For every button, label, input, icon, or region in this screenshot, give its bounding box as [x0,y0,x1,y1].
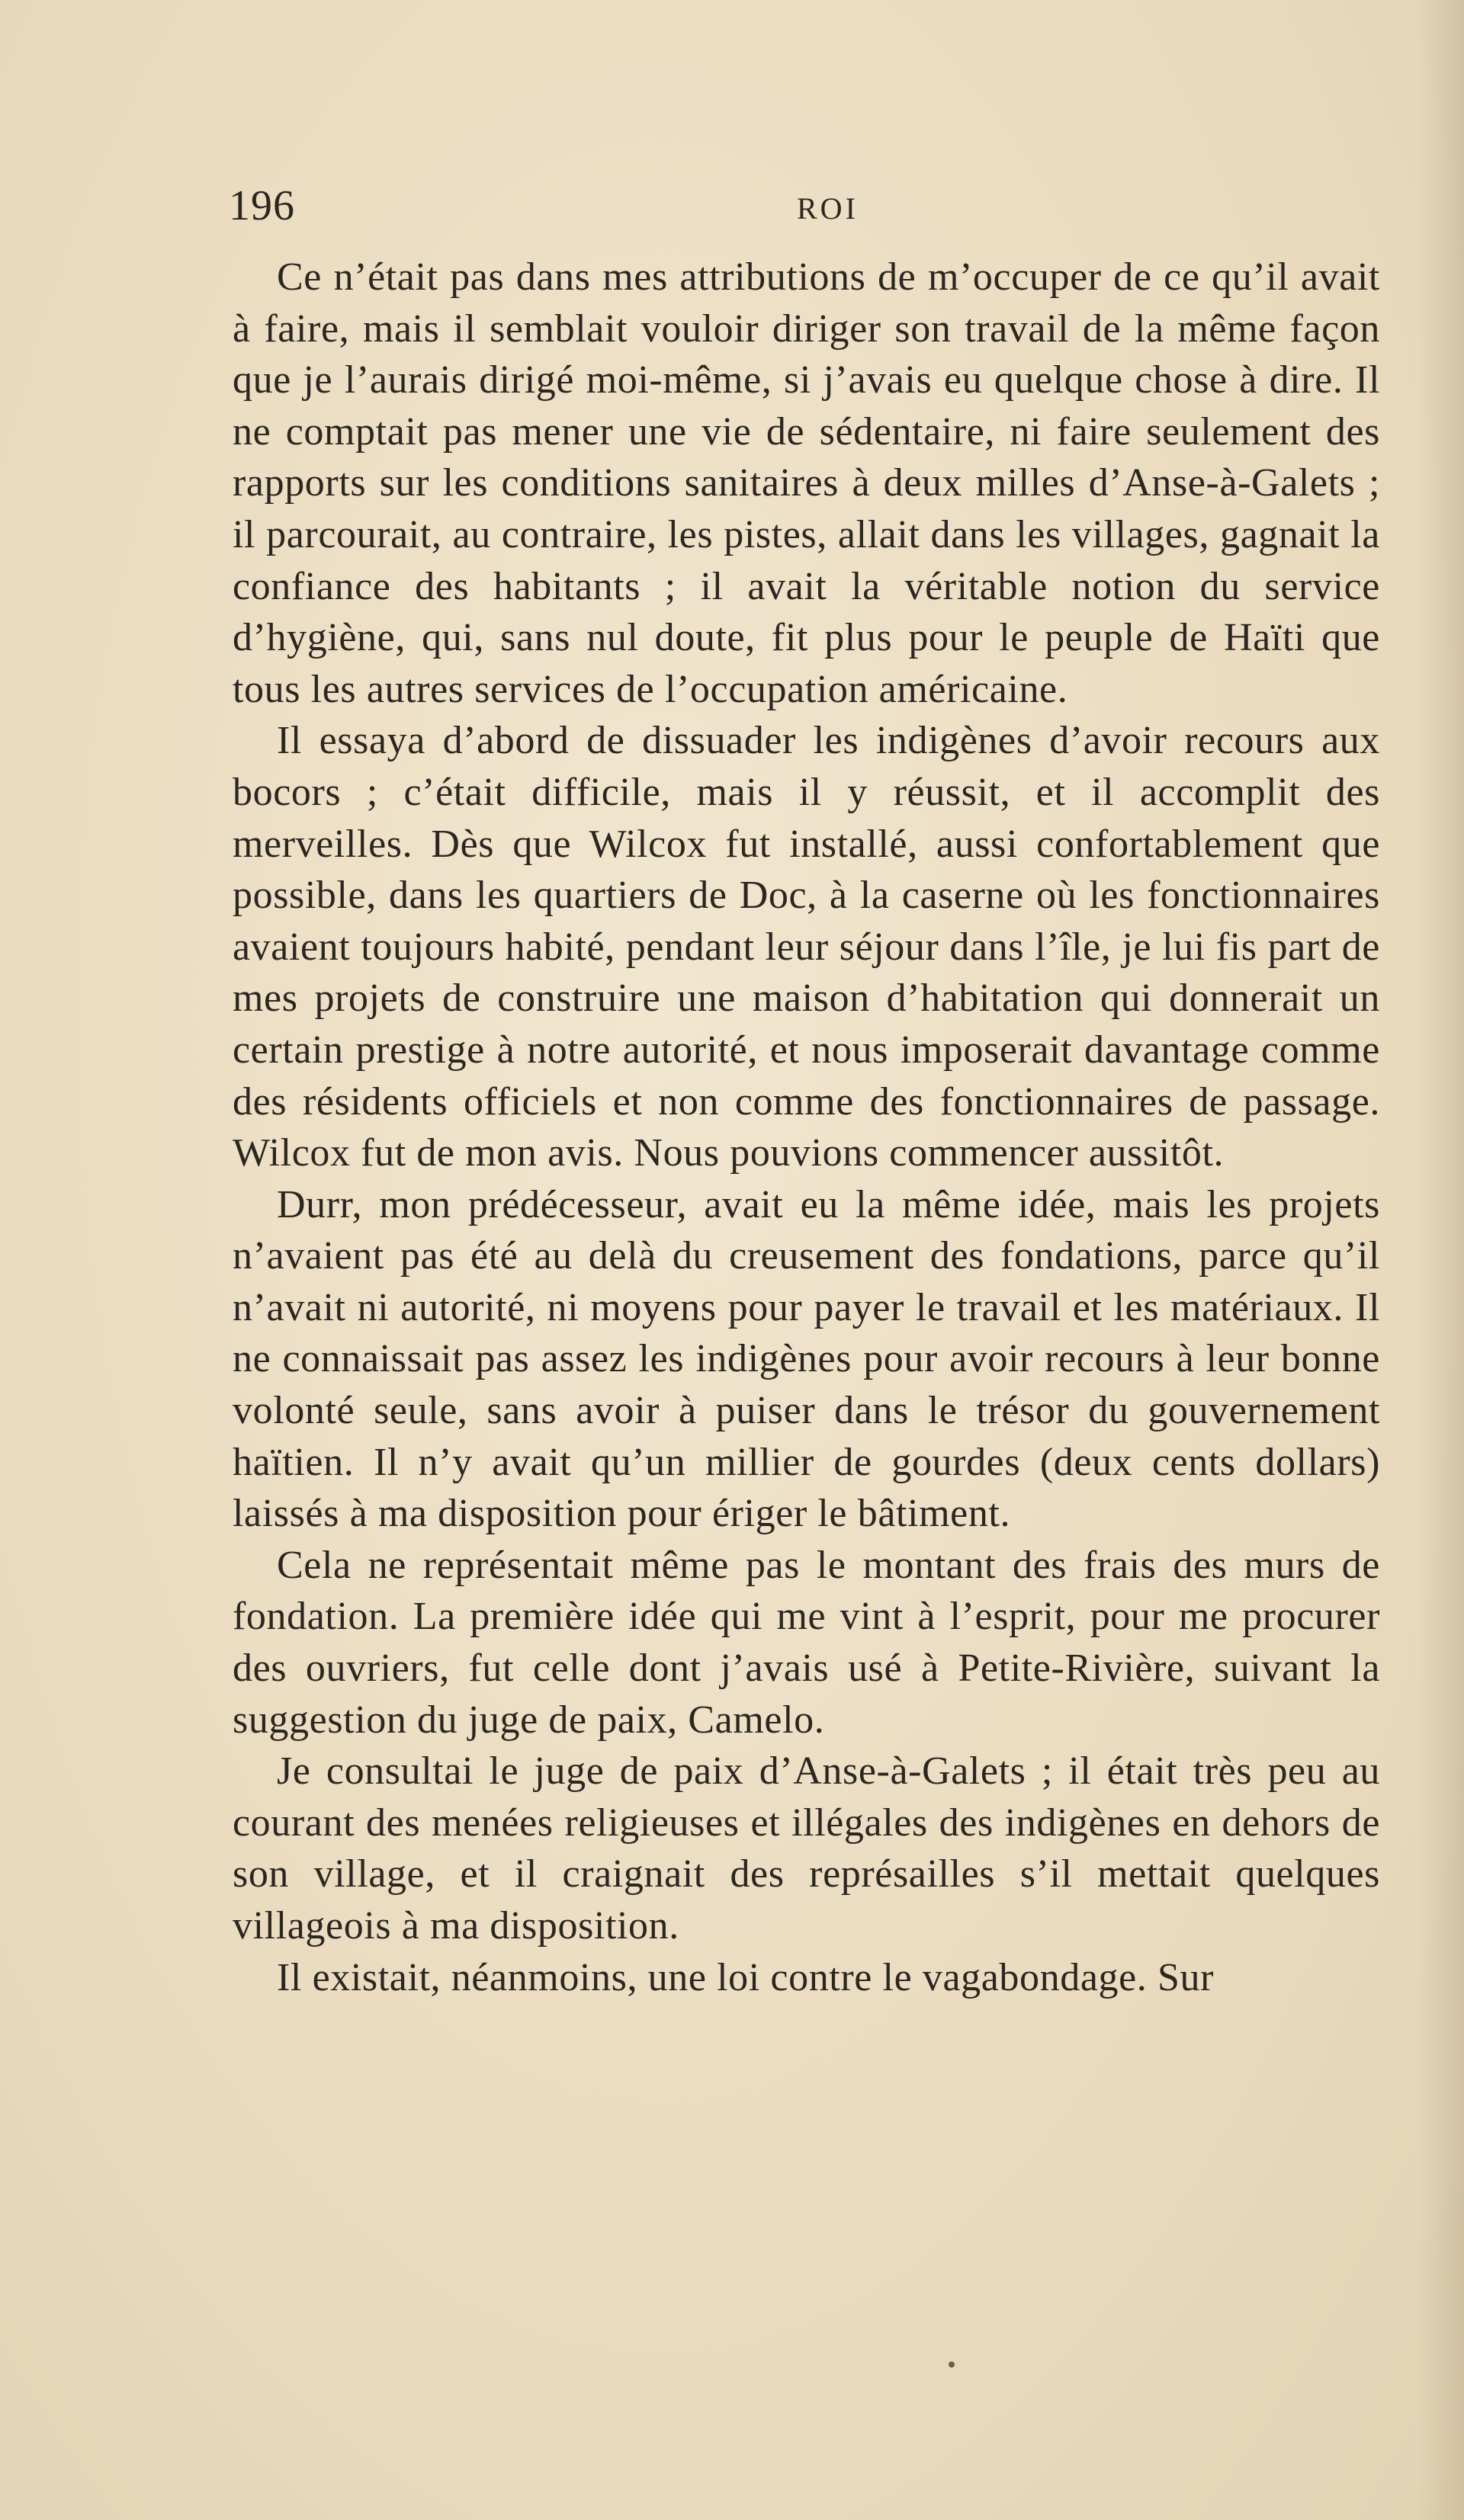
paragraph-3: Durr, mon prédécesseur, avait eu la même idée, mais les projets n’avaient pas été au delà du creusement des fondations, parce qu’il n’avait ni autorité, ni moyens pour payer le travail et les matériaux. Il ne connaissait pas assez les indigènes pour avoir recours à leur bonne volonté seule, sans avoir à puiser dans le trésor du gouvernement haïtien. Il n’y avait qu’un millier de gourdes (deux cents dollars) laissés à ma disposition pour ériger le bâtiment. [233,1182,1380,1536]
running-head: ROI [797,191,859,226]
page-header [229,181,1388,235]
paragraph-4: Cela ne représentait même pas le montant des frais des murs de fondation. La première idée qui me vint à l’esprit, pour me procurer des ouvriers, fut celle dont j’avais usé à Petite-Rivière, suivant la suggestion du juge de paix, Camelo. [233,1543,1380,1742]
paragraph-1: Ce n’était pas dans mes attributions de m’occuper de ce qu’il avait à faire, mais il semblait vouloir diriger son travail de la même façon que je l’aurais dirigé moi-même, si j’avais eu quelque chose à dire. Il ne comptait pas mener une vie de sédentaire, ni faire seulement des rapports sur les conditions sanitaires à deux milles d’Anse-à-Galets ; il parcourait, au contraire, les pistes, allait dans les villages, gagnait la confiance des habitants ; il avait la véritable notion du service d’hygiène, qui, sans nul doute, fit plus pour le peuple de Haïti que tous les autres services de l’occupation américaine. [233,255,1380,711]
paragraph-2: Il essaya d’abord de dissuader les indigènes d’avoir recours aux bocors ; c’était difficile, mais il y réussit, et il accomplit des merveilles. Dès que Wilcox fut installé, aussi confortablement que possible, dans les quartiers de Doc, à la caserne où les fonctionnaires avaient toujours habité, pendant leur séjour dans l’île, je lui fis part de mes projets de construire une maison d’habitation qui donnerait un certain prestige à notre autorité, et nous imposerait davantage comme des résidents officiels et non comme des fonctionnaires de passage. Wilcox fut de mon avis. Nous pouvions commencer aussitôt. [233,719,1380,1175]
paragraph-6: Il existait, néanmoins, une loi contre le vagabondage. Sur [277,1955,1215,1999]
ink-speck [949,2361,955,2368]
body-text [233,252,1380,2003]
page-number: 196 [229,182,295,229]
page-edge-shadow [1418,0,1464,2520]
paragraph-5: Je consultai le juge de paix d’Anse-à-Galets ; il était très peu au courant des menées religieuses et illégales des indigènes en dehors de son village, et il craignait des représailles s’il mettait quelques villageois à ma disposition. [233,1749,1380,1948]
